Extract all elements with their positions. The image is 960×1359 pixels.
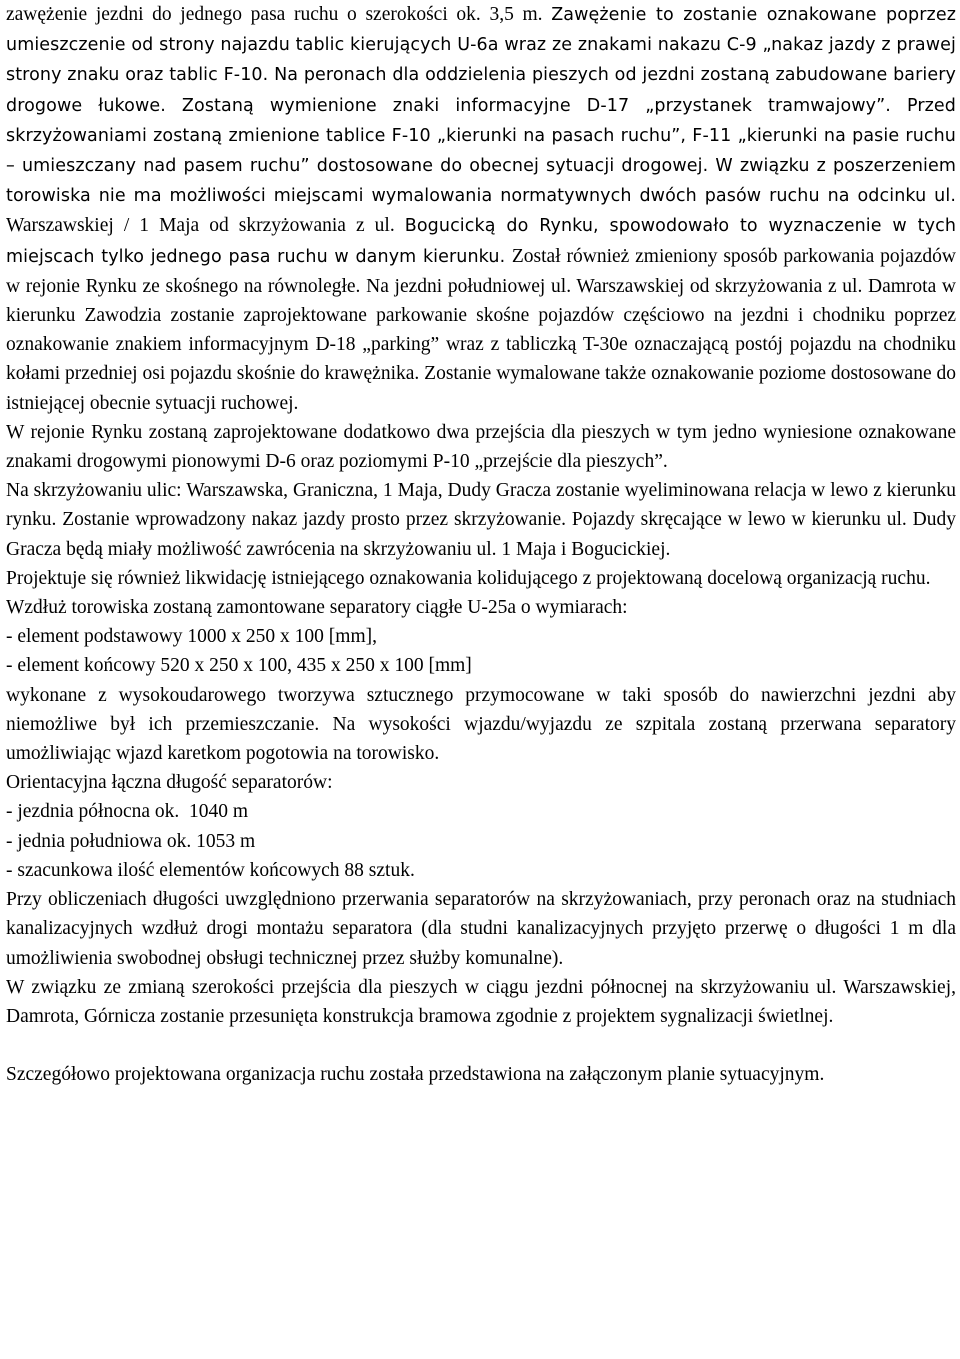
paragraph-intersection: Na skrzyżowaniu ulic: Warszawska, Graniczna, 1 Maja, Dudy Gracza zostanie wyeliminowana relacja w lewo z kierunku rynku. Zostanie wprowadzony nakaz jazdy prosto przez skrzyżowanie. Pojazdy skręcające w lewo w kierunku ul. Dudy Gracza będą miały możliwość zawrócenia na skrzyżowaniu ul. 1 Maja i Bogucickiej. [6,480,956,560]
blank-line [6,1031,956,1060]
paragraph-closing: Szczegółowo projektowana organizacja ruchu została przedstawiona na załączonym planie sytuacyjnym. [6,1064,825,1086]
paragraph-1-serif-b: Warszawskiej / 1 Maja od skrzyżowania z ul. [6,215,405,237]
lengths-item-north: - jezdnia północna ok. 1040 m [6,801,249,823]
lengths-item-south: - jednia południowa ok. 1053 m [6,830,256,852]
paragraph-gantry: W związku ze zmianą szerokości przejścia dla pieszych w ciągu jezdni północnej na skrzyżowaniu ul. Warszawskiej, Damrota, Górnicza zostanie przesunięta konstrukcja bramowa zgodnie z projektem sygnalizacji świetlnej. [6,976,956,1027]
paragraph-1-serif-c: Został również zmieniony sposób parkowania pojazdów w rejonie Rynku ze skośnego na równoległe. Na jezdni południowej ul. Warszawskiej od skrzyżowania z ul. Damrota w kierunku Zawodzia zostanie zaprojektowane parkowanie skośne pojazdów częściowo na jezdni i chodniku poprzez oznakowanie znakiem informacyjnym D-18 „parking” wraz z tabliczką T-30e oznaczającą postój pojazdu na chodniku kołami przedniej osi pojazdu skośnie do krawężnika. Zostanie wymalowane także oznakowanie poziome dostosowane do istniejącej obecnie sytuacji ruchowej. [6,245,956,414]
paragraph-calculations: Przy obliczeniach długości uwzględniono przerwania separatorów na skrzyżowaniach, przy peronach oraz na studniach kanalizacyjnych wzdłuż drogi montażu separatora (dla studni kanalizacyjnych przyjęto przerwę o długości 1 m dla umożliwienia swobodnej obsługi technicznej przez służby komunalne). [6,889,956,969]
paragraph-crossings: W rejonie Rynku zostaną zaprojektowane dodatkowo dwa przejścia dla pieszych w tym jedno wyniesione oznakowane znakami drogowymi pionowymi D-6 oraz poziomymi P-10 „przejście dla pieszych”. [6,421,956,473]
paragraph-signage-removal: Projektuje się również likwidację istniejącego oznakowania kolidującego z projektowaną docelową organizacją ruchu. [6,567,931,589]
separators-continuation: wykonane z wysokoudarowego tworzywa sztucznego przymocowane w taki sposób do nawierzchni jezdni aby niemożliwe był ich przemieszczanie. Na wysokości wjazdu/wyjazdu ze szpitala zostaną przerwana separatory umożliwiając wjazd karetkom pogotowia na torowisko. [6,684,956,765]
paragraph-1-serif-a: zawężenie jezdni do jednego pasa ruchu o szerokości ok. 3,5 m. [6,4,552,25]
paragraph-1-sans-b: Bogucicką do Rynku, spowodowało to wyznaczenie w tych miejscach tylko jednego pasa ruchu w danym kierunku. [6,216,957,267]
separators-item-end: - element końcowy 520 x 250 x 100, 435 x 250 x 100 [mm] [6,655,472,677]
lengths-item-end-elements: - szacunkowa ilość elementów końcowych 88 sztuk. [6,859,415,881]
separators-intro: Wzdłuż torowiska zostaną zamontowane separatory ciągłe U-25a o wymiarach: [6,597,628,619]
paragraph-1-sans-a: Zawężenie to zostanie oznakowane poprzez umieszczenie od strony najazdu tablic kierujących U-6a wraz ze znakami nakazu C-9 „nakaz jazdy z prawej strony znaku oraz tablic F-10. Na peronach dla oddzielenia pieszych od jezdni zostaną zabudowane bariery drogowe łukowe. Zostaną wymienione znaki informacyjne D-17 „przystanek tramwajowy”. Przed skrzyżowaniami zostaną zmienione tablice F-10 „kierunki na pasach ruchu”, F-11 „kierunki na pasie ruchu – umieszczany nad pasem ruchu” dostosowane do obecnej sytuacji drogowej. W związku z poszerzeniem torowiska nie ma możliwości miejscami wymalowania normatywnych dwóch pasów ruchu na odcinku ul. [6,5,956,207]
document-page [6,0,956,1089]
separators-item-basic: - element podstawowy 1000 x 250 x 100 [mm], [6,626,377,648]
paragraph-narrowing-and-parking [6,0,956,418]
lengths-intro: Orientacyjna łączna długość separatorów: [6,772,333,794]
